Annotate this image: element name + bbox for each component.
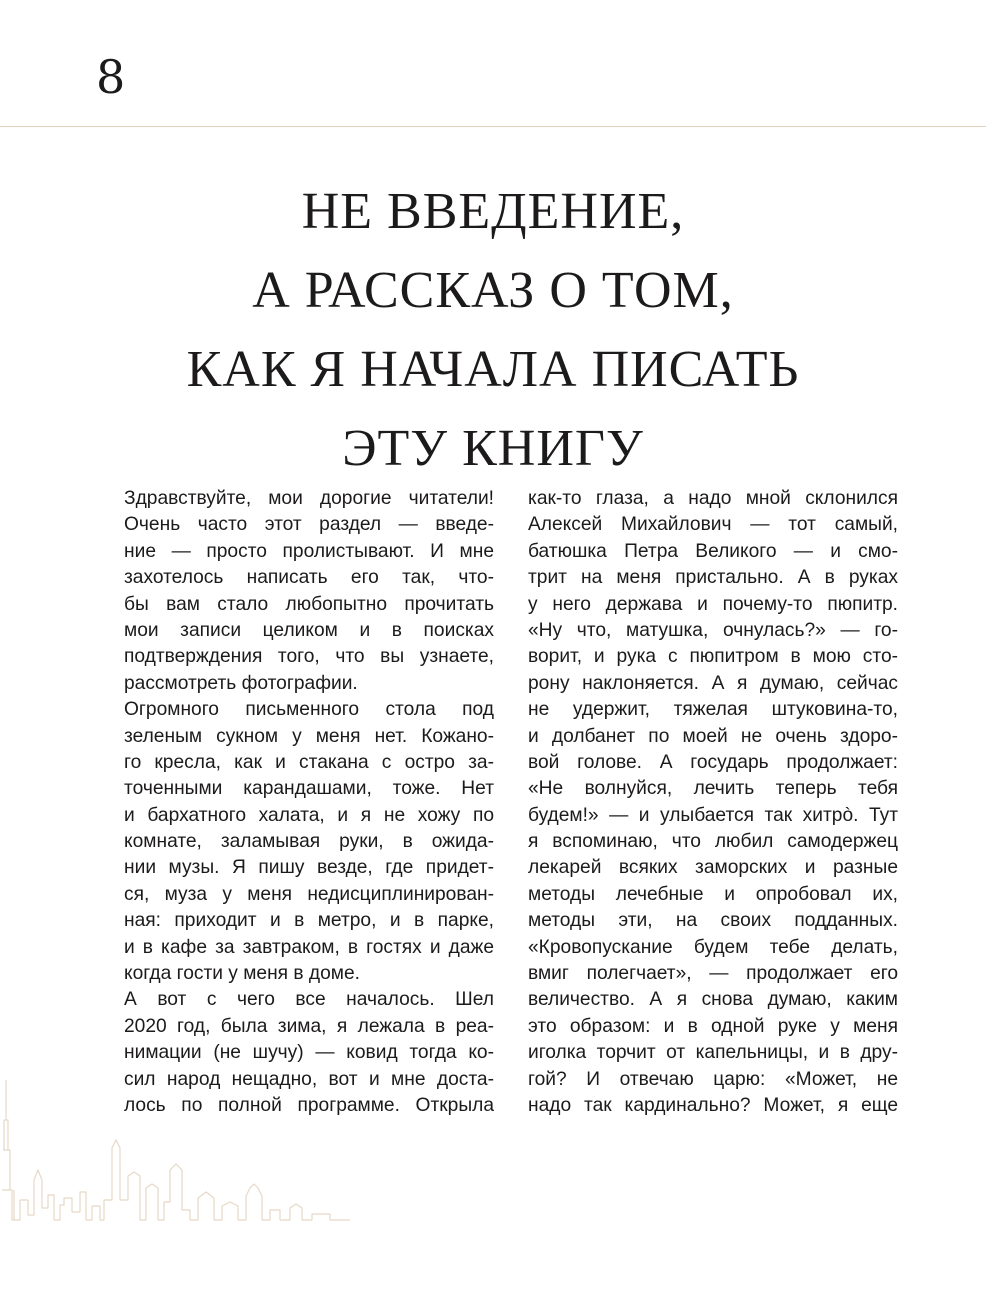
body-text-line: сил народ нещадно, вот и мне доста- [124, 1068, 494, 1090]
body-text-line: как-то глаза, а надо мной склонился [528, 488, 898, 509]
chapter-title [0, 172, 986, 488]
chapter-title-line: НЕ ВВЕДЕНИЕ, [301, 183, 685, 240]
body-text-line: А вот с чего все началось. Шел [124, 989, 494, 1011]
body-text-line: нимации (не шучу) — ковид тогда ко- [124, 1042, 494, 1064]
body-text-line: рону наклоняется. А я думаю, сейчас [528, 672, 898, 694]
body-text-line: комнате, заламывая руки, в ожида- [124, 831, 494, 853]
body-text-line: подтверждения того, что вы узнаете, [124, 646, 494, 668]
body-text-line: мои записи целиком и в поисках [124, 619, 494, 641]
chapter-title-line: А РАССКАЗ О ТОМ, [252, 262, 734, 319]
body-text-line: бы вам стало любопытно прочитать [124, 593, 494, 615]
body-text-line: 2020 год, была зима, я лежала в реа- [124, 1015, 494, 1037]
body-text-line: методы лечебные и опробовал их, [528, 883, 898, 905]
body-text-line: надо так кардинально? Может, я еще [528, 1094, 898, 1116]
body-text-line: Огромного письменного стола под [124, 699, 494, 721]
body-text-line: когда гости у меня в доме. [124, 963, 360, 985]
body-text-line: лекарей всяких заморских и разные [528, 857, 898, 879]
body-column-right [528, 486, 898, 1119]
body-text-line: Очень часто этот раздел — введе- [124, 514, 494, 536]
body-text-line: захотелось написать его так, что- [124, 567, 494, 589]
body-text-line: и долбанет по моей не очень здоро- [528, 725, 898, 747]
body-text-line: «Не волнуйся, лечить теперь тебя [528, 778, 898, 800]
body-text-line: вой голове. А государь продолжает: [528, 751, 898, 773]
body-text-line: у него держава и почему-то пюпитр. [528, 593, 898, 615]
body-text-line: и бархатного халата, и я не хожу по [124, 804, 494, 826]
body-text-line: ная: приходит и в метро, и в парке, [124, 910, 494, 932]
body-text-line: лось по полной программе. Открыла [124, 1094, 494, 1116]
body-text-line: Алексей Михайлович — тот самый, [528, 514, 898, 536]
body-text-line: это образом: и в одной руке у меня [528, 1015, 898, 1037]
body-text-line: Здравствуйте, мои дорогие читатели! [124, 488, 494, 509]
body-text-line: трит на меня пристально. А в руках [528, 567, 898, 589]
body-text-line: ворит, и рука с пюпитром в мою сто- [528, 646, 898, 668]
body-text-line: и в кафе за завтраком, в гостях и даже [124, 936, 494, 958]
body-column-left [124, 486, 494, 1119]
body-text-line: «Ну что, матушка, очнулась?» — го- [528, 619, 898, 641]
body-text-line: гой? И отвечаю царю: «Может, не [528, 1068, 898, 1090]
body-text-line: ние — просто пролистывают. И мне [124, 540, 494, 562]
body-text-line: будем!» — и улыбается так хитрò. Тут [528, 804, 898, 826]
body-text-line: иголка торчит от капельницы, и в дру- [528, 1042, 898, 1064]
body-text-line: точенными карандашами, тоже. Нет [124, 778, 494, 800]
header-divider [0, 126, 986, 127]
body-text-line: величество. А я снова думаю, каким [528, 989, 898, 1011]
body-text-line: «Кровопускание будем тебе делать, [528, 936, 898, 958]
chapter-title-line: ЭТУ КНИГУ [342, 420, 644, 477]
body-text-line: я вспоминаю, что любил самодержец [528, 831, 898, 853]
body-text-line: методы эти, на своих подданных. [528, 910, 898, 932]
city-skyline-illustration [0, 1080, 360, 1260]
body-text-line: вмиг полегчает», — продолжает его [528, 963, 898, 985]
body-text-line: зеленым сукном у меня нет. Кожано- [124, 725, 494, 747]
page-number: 8 [96, 50, 126, 104]
body-text-line: рассмотреть фотографии. [124, 672, 358, 694]
chapter-title-line: КАК Я НАЧАЛА ПИСАТЬ [186, 341, 800, 398]
body-text-line: не удержит, тяжелая штуковина-то, [528, 699, 898, 721]
body-text-line: го кресла, как и стакана с остро за- [124, 751, 494, 773]
body-text-line: нии музы. Я пишу везде, где придет- [124, 857, 494, 879]
body-text-line: ся, муза у меня недисциплинирован- [124, 883, 494, 905]
body-text-line: батюшка Петра Великого — и смо- [528, 540, 898, 562]
